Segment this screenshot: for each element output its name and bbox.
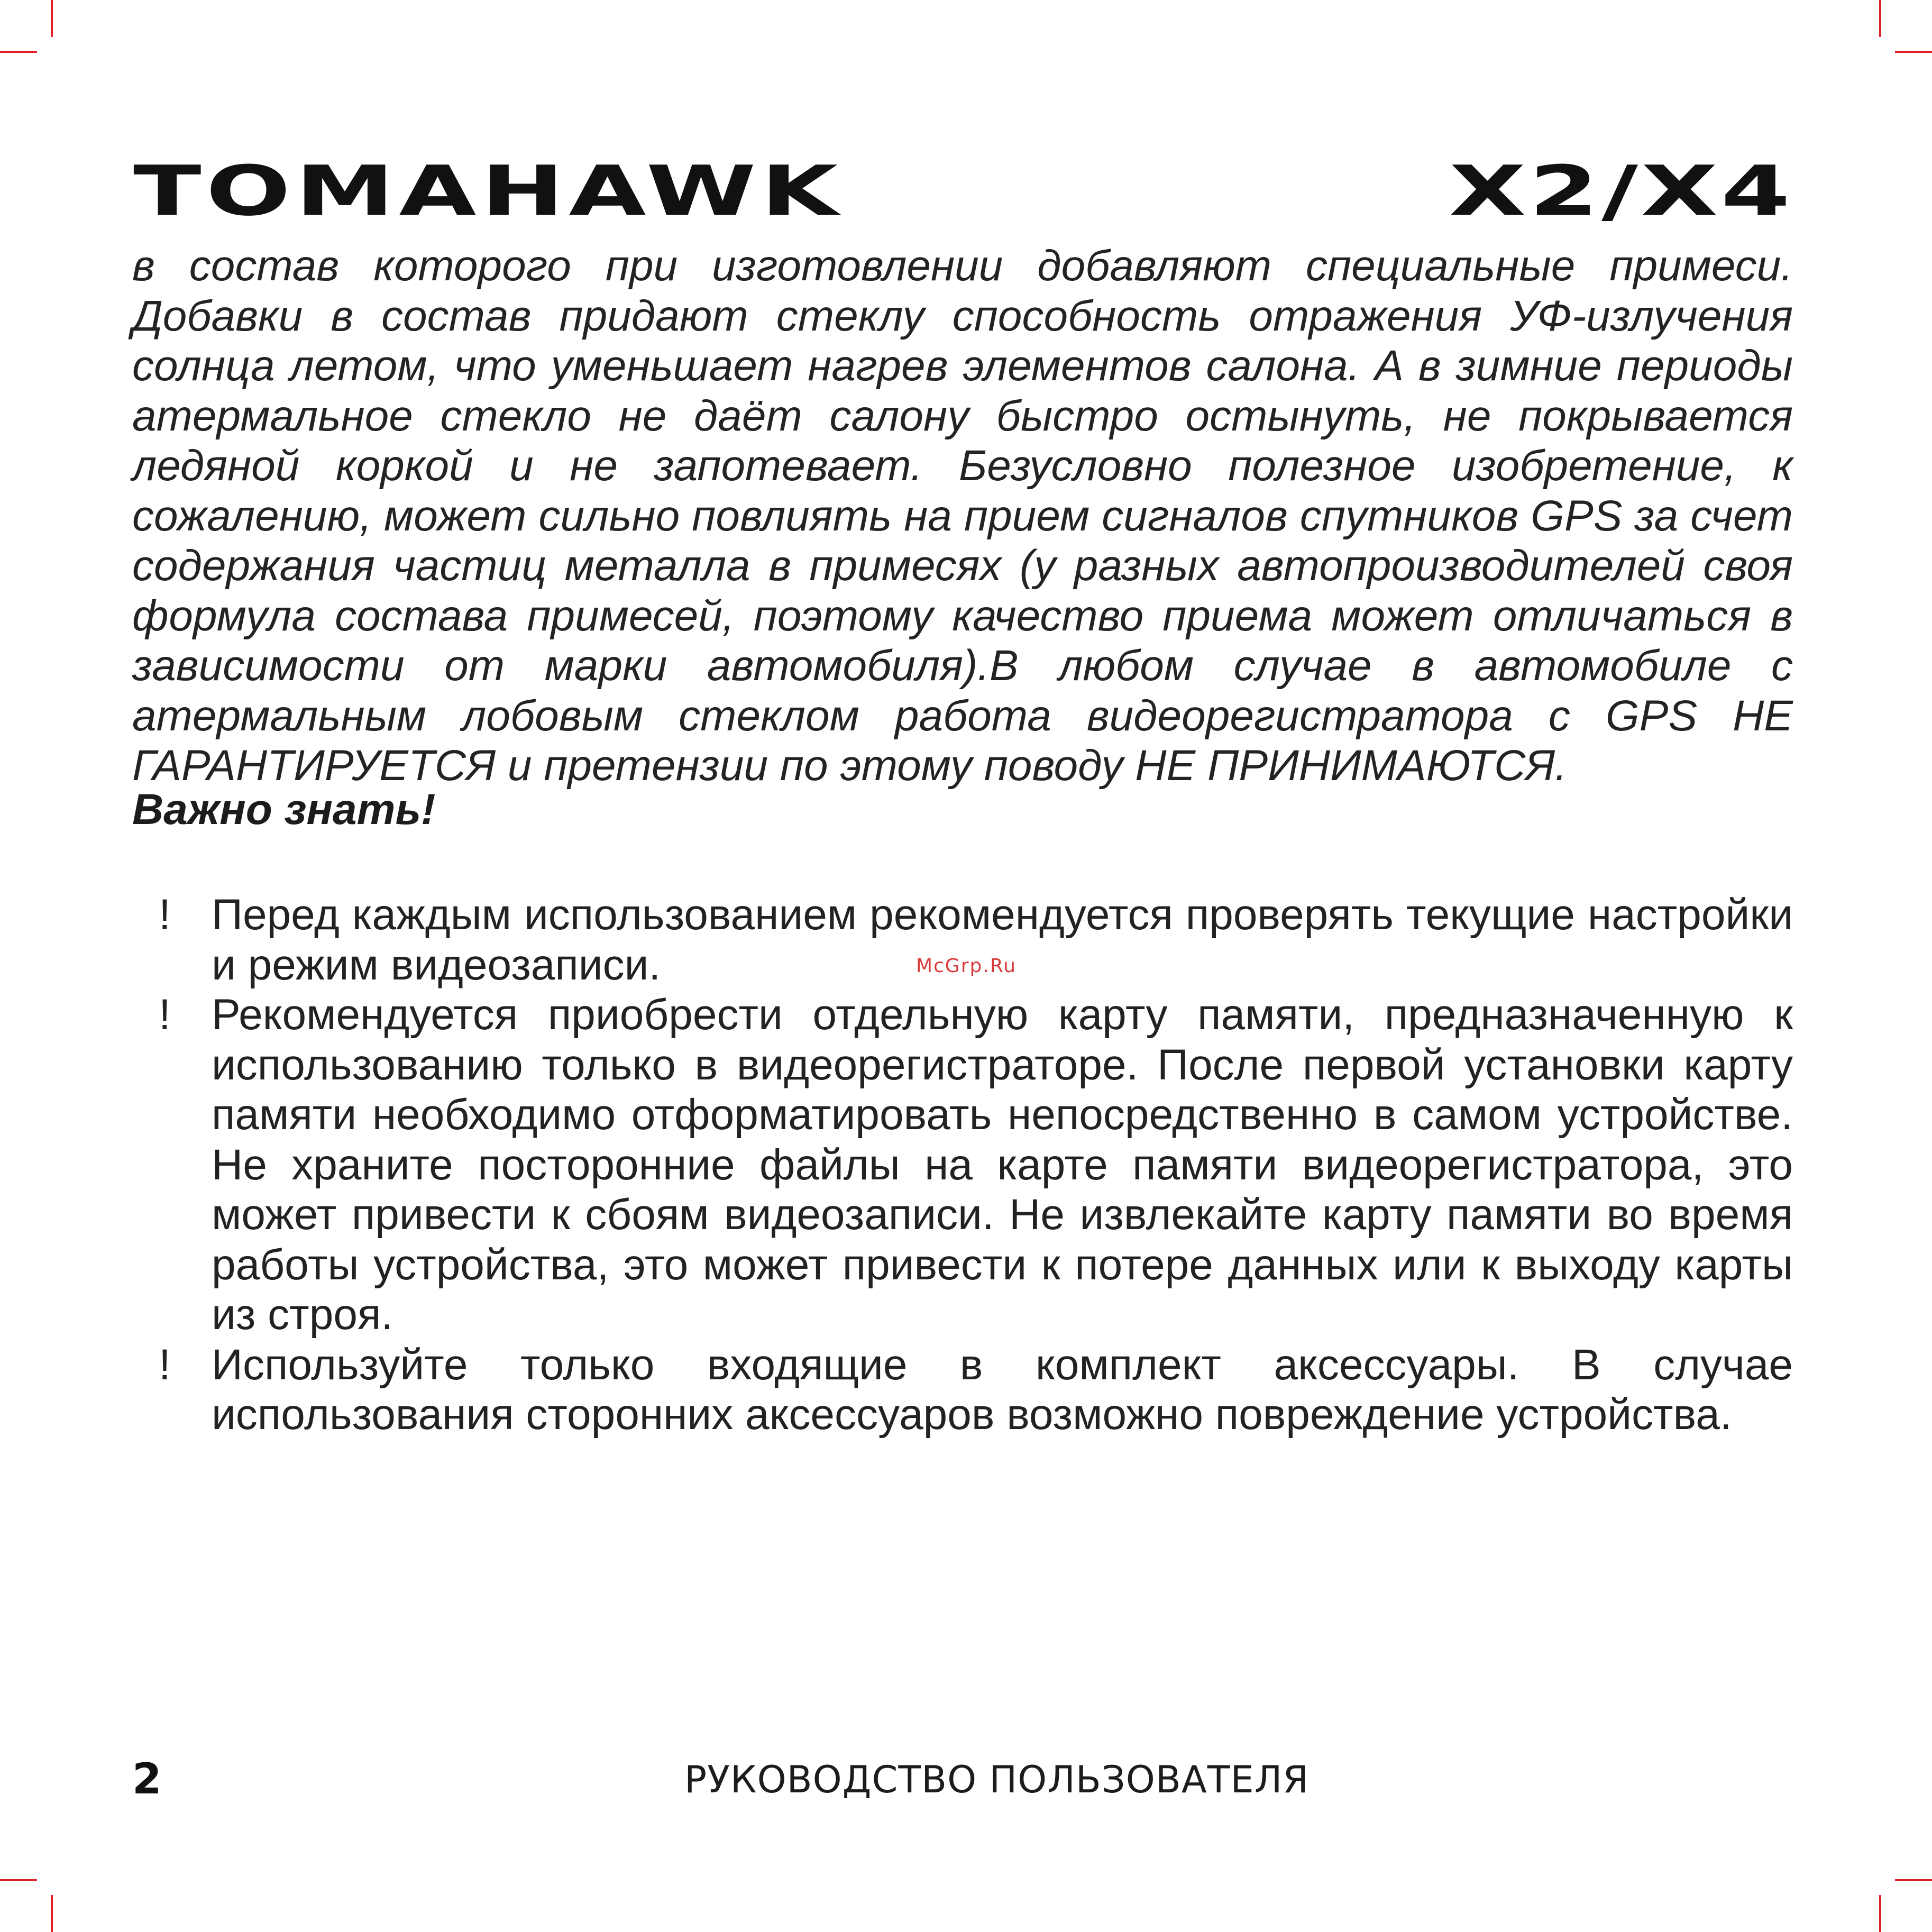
crop-mark-top-left-horizontal xyxy=(0,51,37,53)
list-item xyxy=(159,990,1793,1340)
crop-mark-bottom-left-horizontal xyxy=(0,1879,37,1881)
crop-mark-bottom-left-vertical xyxy=(51,1895,53,1932)
footer-title: РУКОВОДСТВО ПОЛЬЗОВАТЕЛЯ xyxy=(684,1758,1310,1801)
important-heading: Важно знать! xyxy=(132,785,436,834)
crop-mark-top-right-horizontal xyxy=(1895,51,1932,53)
intro-paragraph: в состав которого при изготовлении добавляют специальные примеси. Добавки в состав придают стеклу способность отражения УФ-излучения солнца летом, что уменьшает нагрев элементов салона. А в зимние периоды атермальное стекло не даёт салону быстро остынуть, не покрывается ледяной коркой и не запотевает. Безусловно полезное изобретение, к сожалению, может сильно повлиять на прием сигналов спутников GPS за счет содержания частиц металла в примесях (у разных автопроизводителей своя формула состава примесей, поэтому качество приема может отличаться в зависимости от марки автомобиля).В любом случае в автомобиле с атермальным лобовым стеклом работа видеорегистратора с GPS НЕ ГАРАНТИРУЕТСЯ и претензии по этому поводу НЕ ПРИНИМАЮТСЯ. xyxy=(132,242,1793,790)
brand-logo: TOMAHAWK xyxy=(133,151,843,231)
crop-mark-bottom-right-vertical xyxy=(1879,1895,1881,1932)
exclamation-icon: ! xyxy=(159,991,171,1039)
crop-mark-top-left-vertical xyxy=(51,0,53,37)
watermark: McGrp.Ru xyxy=(916,955,1017,977)
exclamation-icon: ! xyxy=(159,1340,171,1389)
list-item xyxy=(159,1340,1793,1440)
crop-mark-top-right-vertical xyxy=(1879,0,1881,37)
crop-mark-bottom-right-horizontal xyxy=(1895,1879,1932,1881)
page-number: 2 xyxy=(132,1754,162,1803)
note-text: Рекомендуется приобрести отдельную карту памяти, предназначенную к использованию только в видеорегистраторе. После первой установки карту памяти необходимо отформатировать непосредственно в самом устройстве. Не храните посторонние файлы на карте памяти видеорегистратора, это может привести к сбоям видеозаписи. Не извлекайте карту памяти во время работы устройства, это может привести к потере данных или к выходу карты из строя. xyxy=(212,991,1793,1339)
note-text: Используйте только входящие в комплект аксессуары. В случае использования сторонних аксессуаров возможно повреждение устройства. xyxy=(212,1340,1793,1439)
model-name: X2/X4 xyxy=(1449,151,1793,231)
exclamation-icon: ! xyxy=(159,891,171,939)
note-text: Перед каждым использованием рекомендуется проверять текущие настройки и режим видеозаписи. xyxy=(212,891,1793,989)
